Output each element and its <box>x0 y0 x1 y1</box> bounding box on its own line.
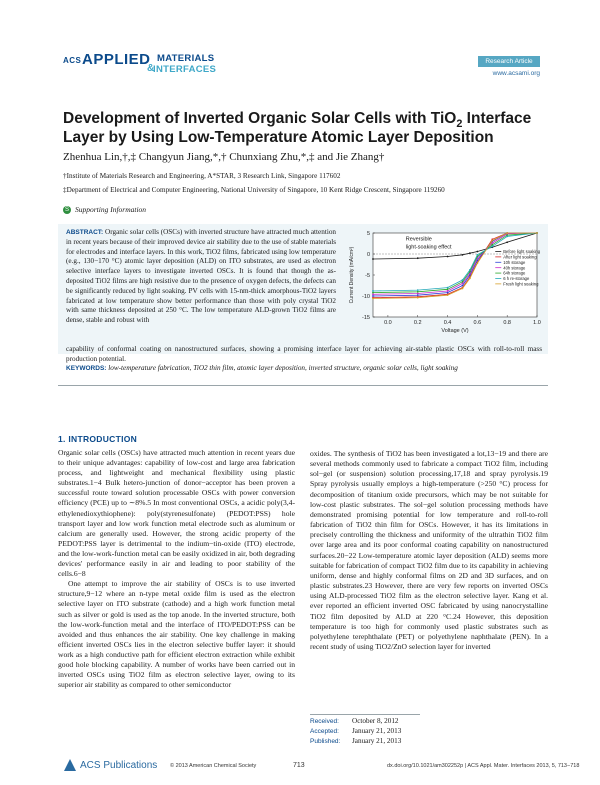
x-axis-label: Voltage (V) <box>441 328 469 334</box>
data-point <box>462 288 464 290</box>
legend-entry: After light soaking <box>503 254 537 260</box>
title-line2: Layer by Using Low-Temperature Atomic Layer Deposition <box>63 129 494 146</box>
x-tick-label: 0.6 <box>473 320 482 326</box>
data-point <box>462 285 464 287</box>
data-point <box>506 241 508 243</box>
data-point <box>476 251 478 253</box>
history-divider <box>310 714 420 715</box>
received-label: Received: <box>310 718 339 725</box>
data-point <box>462 281 464 283</box>
legend-entry: Before light soaking <box>503 249 541 255</box>
abstract-tail: capability of conformal coating on nanostructured surfaces, showing a promising interface layer for achieving air-stable plastic OSCs with roll-to-roll mass production potential. <box>66 345 542 363</box>
received-date: October 8, 2012 <box>352 717 399 725</box>
data-point <box>491 246 493 248</box>
accepted-label: Accepted: <box>310 727 339 735</box>
annotation-line2: light-soaking effect <box>405 244 452 251</box>
data-point <box>536 232 538 234</box>
y-tick-label: -5 <box>365 273 370 279</box>
x-tick-label: 0.8 <box>503 320 512 326</box>
data-point <box>506 232 508 234</box>
legend-entry: 40h storage <box>503 265 526 271</box>
affiliation-2: ‡Department of Electrical and Computer Engineering, National University of Singapore, 10 Kent Ridge Crescent, Singapore 119260 <box>63 186 445 194</box>
supporting-info-label: Supporting Information <box>75 205 147 214</box>
title-line1: Development of Inverted Organic Solar Cells with TiO <box>63 110 457 127</box>
intro-paragraph-2: One attempt to improve the air stability of OSCs is to use inverted structure,9−12 where an n-type metal oxide film is used as the electron selective layer on ITO substrate (cathode) and a high work function metal such as silver or gold is used as the top anode. In the inverted structure, both the low-work-function metal and the interface of ITO/PEDOT:PSS can be avoided and thus enhances the air stability. One key challenge in making efficient inverted OSCs lies in the electron selective buffer layer: it should work as a high conductive path for efficient electron extraction while exhibit good hole blocking capability. A number of works have been carried out in inverted OSCs using TiO2 film as electron selective layer, owing to its superior air stability as compared to other semiconductor <box>58 579 295 690</box>
history-accepted <box>310 727 550 737</box>
article-history <box>310 717 550 746</box>
x-tick-label: 0.0 <box>384 320 392 326</box>
keywords <box>66 364 546 372</box>
abstract-label: ABSTRACT: <box>66 229 104 236</box>
data-point <box>506 235 508 237</box>
section-divider <box>58 385 548 386</box>
data-point <box>447 294 449 296</box>
data-point <box>372 290 374 292</box>
data-point <box>462 283 464 285</box>
doi-citation[interactable]: dx.doi.org/10.1021/am302252p | ACS Appl. Mater. Interfaces 2013, 5, 713−718 <box>387 763 580 769</box>
publisher-name: ACS Publications <box>80 759 158 771</box>
keywords-text: low-temperature fabrication, TiO2 thin film, atomic layer deposition, inverted structure, organic solar cells, light soaking <box>108 364 458 372</box>
data-point <box>491 242 493 244</box>
section-heading-introduction: 1. INTRODUCTION <box>58 434 138 444</box>
published-label: Published: <box>310 737 341 745</box>
accepted-date: January 21, 2013 <box>352 726 402 735</box>
author-list: Zhenhua Lin,†,‡ Changyun Jiang,*,† Chunxiang Zhu,*,‡ and Jie Zhang† <box>63 151 385 163</box>
data-point <box>491 244 493 246</box>
history-published <box>310 737 550 747</box>
data-point <box>469 252 471 254</box>
right-column <box>310 449 548 652</box>
data-point <box>417 297 419 299</box>
page-number: 713 <box>293 762 305 769</box>
data-point <box>417 291 419 293</box>
brand-ampersand: & <box>147 63 155 74</box>
data-point <box>417 294 419 296</box>
data-point <box>447 292 449 294</box>
data-point <box>417 289 419 291</box>
copyright-text: © 2013 American Chemical Society <box>170 763 257 769</box>
data-point <box>372 292 374 294</box>
data-point <box>417 257 419 259</box>
annotation-line1: Reversible <box>405 236 432 243</box>
data-point <box>417 293 419 295</box>
data-point <box>372 258 374 260</box>
data-point <box>476 262 478 264</box>
x-tick-label: 1.0 <box>533 320 541 326</box>
data-point <box>476 254 478 256</box>
journal-header <box>0 0 600 80</box>
legend-entry: Fresh light soaking <box>503 281 539 287</box>
brand-interfaces: INTERFACES <box>153 64 217 75</box>
y-tick-label: -15 <box>362 315 370 321</box>
left-column <box>58 448 295 690</box>
page-footer <box>0 756 600 780</box>
brand-materials: MATERIALS <box>157 53 215 64</box>
y-tick-label: 5 <box>366 231 370 237</box>
data-point <box>469 277 471 279</box>
data-point <box>447 290 449 292</box>
y-axis-label: Current Density (mA/cm²) <box>349 246 355 304</box>
data-point <box>372 295 374 297</box>
affiliation-1: †Institute of Materials Research and Engineering, A*STAR, 3 Research Link, Singapore 117602 <box>63 172 341 180</box>
history-received <box>310 717 550 727</box>
legend-entry: 10h storage <box>503 259 526 265</box>
acs-publications-logo[interactable] <box>64 759 157 771</box>
x-tick-label: 0.2 <box>413 320 422 326</box>
supporting-info-icon: S <box>64 206 69 213</box>
journal-url-link[interactable]: www.acsami.org <box>492 70 540 77</box>
title-line1-end: Interface <box>462 110 532 127</box>
data-point <box>462 254 464 256</box>
abstract-body: Organic solar cells (OSCs) with inverted structure have attracted much attention in recent years because of their improved device air stability due to the use of stable materials for electrodes and interface layers. In this work, TiO2 films, fabricated using low temperature (e.g., 130−170 °C) atomic layer deposition (ALD) on ITO substrates, are used as electron selective interface layers to investigate inverted OSCs. It is found that though the as-deposited TiO2 films are high resistive due to the presence of oxygen defects, the defects can be significantly reduced by light soaking. PV cells with 15-nm-thick amorphous-TiO2 layers fabricated at low temperature show better performance than those with poly crystal TiO2 with same thickness deposited at 250 °C. The low temperature ALD-grown TiO2 films are dense, stable and robust with <box>66 228 337 325</box>
published-date: January 21, 2013 <box>352 736 402 745</box>
article-title <box>63 109 553 147</box>
article-type-badge: Research Article <box>478 56 540 67</box>
data-point <box>447 287 449 289</box>
jv-curve-chart <box>345 229 545 339</box>
data-point <box>447 256 449 258</box>
y-tick-label: 0 <box>366 252 370 258</box>
intro-paragraph-3: oxides. The synthesis of TiO2 has been investigated a lot,13−19 and there are several methods commonly used to fabricate a compact TiO2 film, including sol−gel (or suspension) solution processing,17,18 and spray pyrolysis.19 Spray pyrolysis usually employs a high-temperature (>250 °C) process for decomposition of titanium oxide precursors, which may be not suitable for low-cost plastic substrates. The sol−gel solution processing methods have demonstrated promising potential for low temperature and roll-to-roll fabrication of TiO2 thin film for OSCs. However, it has its limitations in precisely controlling the thickness and uniformity of the ultrathin TiO2 film over large area and its poor conformal coating capability on nanostructured surfaces.20−22 Low-temperature atomic layer deposition (ALD) seems more suitable for fabrication of compact TiO2 film due to its capability in achieving uniform, dense and highly conformal films on 2D and 3D surfaces, and on plastic substrates.23 However, there are very few reports on inverted OSCs using ALD-processed TiO2 film as the electron selective layer. Kang et al. ever reported an efficient inverted OSC fabricated by using nanocrystalline TiO2 film deposited by ALD at 220 °C.24 However, this deposition temperature is too high for commonly used plastic substrates such as polyethylene terephthalate (PET) or polyethylene naphthalate (PEN). In a recent study of using TiO2/ZnO selection layer for inverted <box>310 449 548 651</box>
keywords-label: KEYWORDS: <box>66 365 107 372</box>
title-subscript: 2 <box>456 118 463 131</box>
legend-entry: 6 h re-storage <box>503 276 530 282</box>
abstract-text-block <box>66 228 336 326</box>
supporting-information-link[interactable] <box>63 205 146 214</box>
x-tick-label: 0.4 <box>443 320 452 326</box>
legend-entry: 64h storage <box>503 270 526 276</box>
y-tick-label: -10 <box>362 294 370 300</box>
data-point <box>372 293 374 295</box>
brand-applied: APPLIED <box>82 51 151 68</box>
data-point <box>462 279 464 281</box>
brand-acs: ACS <box>63 56 82 65</box>
data-point <box>491 240 493 242</box>
data-point <box>447 288 449 290</box>
toc-graphic <box>345 229 545 339</box>
journal-logo[interactable] <box>63 53 283 77</box>
data-point <box>469 269 471 271</box>
acs-logo-icon <box>64 759 76 771</box>
intro-paragraph-1: Organic solar cells (OSCs) have attracted much attention in recent years due to their unique advantages: capability of low-cost and large area fabrication process, and lightweight and mechanical flexibility using plastic substrates.1−4 Bulk hetero-junction of donor−acceptor has been proven a successful route toward solution processable OSCs with power conversion efficiency (PCE) up to ∼8%.5 In most conventional OSCs, a acidic poly(3,4-ethylenedioxythiophene): poly(styrenesulfonate) (PEDOT:PSS) hole transport layer and low work function metal electrode such as aluminum or calcium are generally used. However, the strong acidic property of the PEDOT:PSS layer is detrimental to the indium−tin-oxide (ITO) electrode, and the low-work-function metal can be easily oxidized in air, both degrading devices' performance easily in air and leading to poor stability of the cells.6−8 <box>58 448 295 579</box>
data-point <box>372 298 374 300</box>
